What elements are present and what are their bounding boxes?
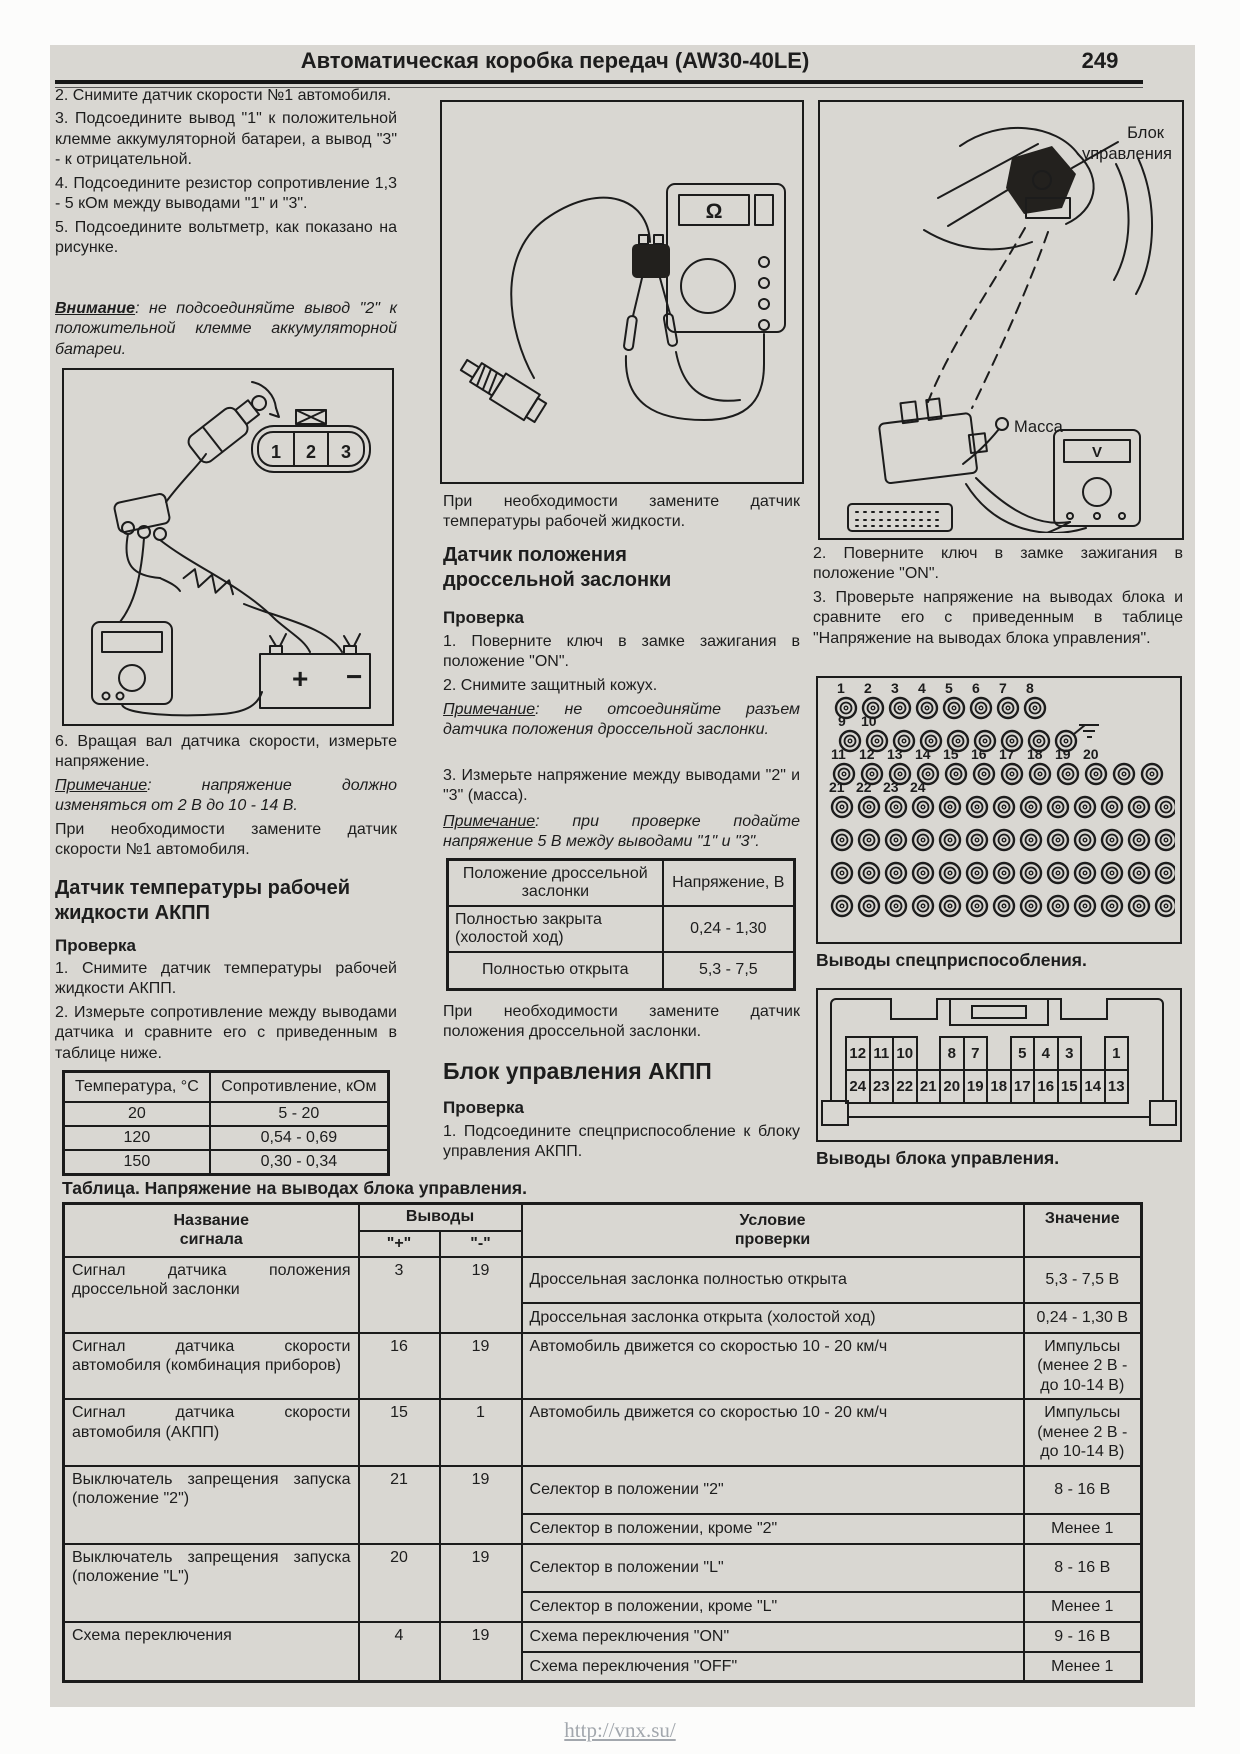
tps-steps-1-2: [443, 632, 800, 699]
voltmeter-label: V: [1091, 444, 1103, 461]
pin-label: 22: [856, 779, 872, 795]
table-row: [64, 1257, 1142, 1303]
tps-note-2: [443, 812, 800, 853]
throttle-position-value: Полностью открыта: [448, 952, 663, 990]
table-row: [64, 1333, 1142, 1400]
cell-pin-plus: 15: [359, 1399, 440, 1466]
temp-sensor-illustration: [442, 102, 797, 477]
table-row: [64, 1102, 389, 1126]
header-name-line1: Название: [173, 1211, 250, 1229]
pin-label: 10: [861, 713, 877, 729]
ohm-symbol: Ω: [705, 200, 723, 223]
ecu-connector-caption: Выводы блока управления.: [816, 1148, 1060, 1168]
step-2: 2. Снимите датчик скорости №1 автомобиля.: [55, 87, 392, 104]
ecu-pin: 15: [1057, 1069, 1083, 1104]
cell-value: 5,3 - 7,5 В: [1024, 1257, 1142, 1303]
ecu-step-1: [443, 1122, 800, 1166]
note-label: Примечание: [55, 777, 148, 794]
header-value: Значение: [1024, 1204, 1142, 1257]
cell-signal-name: Сигнал датчика положения дроссельной заслонки: [64, 1257, 359, 1333]
warning-text: : не подсоединяйте вывод "2" к положительной клемме аккумуляторной батареи.: [55, 300, 397, 358]
pin-label: 3: [891, 680, 899, 696]
col-voltage: Напряжение, В: [663, 860, 795, 906]
resistance-value: 0,54 - 0,69: [210, 1126, 389, 1150]
cell-pin-minus: 19: [440, 1466, 522, 1544]
cell-condition: Селектор в положении, кроме "L": [522, 1592, 1024, 1622]
check-label: Проверка: [55, 936, 137, 955]
cell-value: Менее 1: [1024, 1514, 1142, 1544]
control-unit-label-line2: управления: [1082, 145, 1172, 163]
cell-signal-name: Сигнал датчика скорости автомобиля (комбинация приборов): [64, 1333, 359, 1400]
ecu-pin: 1: [1104, 1036, 1130, 1071]
ecu-pin: 21: [916, 1069, 942, 1104]
note-text: : не отсоединяйте разъем датчика положения дроссельной заслонки.: [443, 701, 800, 739]
cell-pin-plus: 20: [359, 1544, 440, 1622]
check-label: Проверка: [443, 1098, 525, 1117]
cell-condition: Автомобиль движется со скоростью 10 - 20 км/ч: [522, 1399, 1024, 1466]
ecu-pin: 10: [892, 1036, 918, 1071]
col-resistance: Сопротивление, кОм: [210, 1072, 389, 1102]
cell-pin-minus: 1: [440, 1399, 522, 1466]
pin-label: 20: [1083, 746, 1099, 762]
connector-side-tab: [1149, 1100, 1177, 1126]
table-row: [64, 1622, 1142, 1652]
cell-value: Импульсы (менее 2 В - до 10-14 В): [1024, 1399, 1142, 1466]
replace-tps-text: При необходимости замените датчик положения дроссельной заслонки.: [443, 1003, 800, 1041]
replace-temp-sensor-text: При необходимости замените датчик температуры рабочей жидкости.: [443, 493, 800, 531]
cell-value: Менее 1: [1024, 1592, 1142, 1622]
step-4: 4. Подсоедините резистор сопротивление 1,3 - 5 кОм между выводами "1" и "3".: [55, 174, 397, 213]
cell-value: 8 - 16 В: [1024, 1466, 1142, 1514]
speed-sensor-illustration: [64, 370, 387, 719]
connector-notch: [1060, 998, 1108, 1020]
header-plus: "+": [359, 1231, 440, 1257]
ecu-pin: 22: [892, 1069, 918, 1104]
col-temperature: Температура, °С: [64, 1072, 210, 1102]
pinout-grid: [818, 678, 1175, 937]
left-step6: [55, 732, 397, 776]
page-title: Автоматическая коробка передач (AW30-40LE): [300, 48, 810, 73]
pin-1-label: 1: [270, 442, 282, 462]
ecu-pin: 3: [1057, 1036, 1083, 1071]
cell-condition: Схема переключения "ON": [522, 1622, 1024, 1652]
table-header-row: [448, 860, 795, 906]
pin-row-5: [832, 830, 1175, 850]
table-row: [448, 952, 795, 990]
ecu-pin: 5: [1010, 1036, 1036, 1071]
pin-label: 12: [859, 746, 875, 762]
step-5: 5. Подсоедините вольтметр, как показано на рисунке.: [55, 218, 397, 257]
temp-sensor-icon: [456, 352, 548, 425]
battery-minus-label: −: [346, 661, 363, 692]
footer-url: http://vnx.su/: [564, 1718, 676, 1742]
cell-condition: Селектор в положении, кроме "2": [522, 1514, 1024, 1544]
right-step-3: 3. Проверьте напряжение на выводах блока и сравните его с приведенным в таблице "Напряжение на выводах блока управления".: [813, 588, 1183, 647]
warning-note: [55, 299, 397, 360]
header-pins: Выводы: [359, 1204, 522, 1231]
pin-label: 13: [887, 746, 903, 762]
pin-label: 21: [829, 779, 845, 795]
ecu-connector-diagram: [816, 988, 1182, 1142]
pin-label: 9: [838, 713, 846, 729]
header-condition: [522, 1204, 1024, 1257]
page-number: 249: [1081, 48, 1119, 73]
section-title-temp-sensor: Датчик температуры рабочей жидкости АКПП: [55, 877, 351, 925]
cell-pin-minus: 19: [440, 1257, 522, 1333]
cell-pin-plus: 4: [359, 1622, 440, 1682]
note-text: : при проверке подайте напряжение 5 В между выводами "1" и "3".: [443, 813, 800, 851]
tps-step-3: [443, 766, 800, 810]
harness-dashed-cables: [928, 228, 1048, 408]
replace-tps-note: [443, 1002, 800, 1046]
meter-wires: [944, 478, 1086, 533]
table-row: [448, 906, 795, 952]
pin-label: 7: [999, 680, 1007, 696]
connector-face-view: [252, 410, 370, 472]
rotation-arrow-icon: [252, 382, 276, 408]
cell-value: Менее 1: [1024, 1652, 1142, 1682]
ground-loop-icon: [996, 418, 1008, 430]
replace-note: При необходимости замените датчик скорости №1 автомобиля.: [55, 821, 397, 859]
cell-signal-name: Выключатель запрещения запуска (положение "2"): [64, 1466, 359, 1544]
voltage-value: 5,3 - 7,5: [663, 952, 795, 990]
pin-2-label: 2: [305, 442, 317, 462]
section-title-ecu: Блок управления АКПП: [443, 1058, 712, 1084]
pin-label: 17: [999, 746, 1015, 762]
header-name-line2: сигнала: [179, 1231, 243, 1249]
table-row: [64, 1466, 1142, 1514]
pin-label: 6: [972, 680, 980, 696]
table-row: [64, 1150, 389, 1175]
connector-latch-tab: [949, 998, 1049, 1026]
table-header-row: [64, 1072, 389, 1102]
control-unit-label-line1: Блок: [1127, 124, 1164, 142]
cell-condition: Автомобиль движется со скоростью 10 - 20 км/ч: [522, 1333, 1024, 1400]
speed-sensor-icon: [185, 386, 274, 465]
cell-condition: Дроссельная заслонка открыта (холостой ход): [522, 1303, 1024, 1333]
cell-condition: Селектор в положении "L": [522, 1544, 1024, 1592]
replace-temp-sensor-note: [443, 492, 800, 536]
ecu-pin: 13: [1104, 1069, 1130, 1104]
voltmeter-icon: [92, 622, 172, 704]
battery-icon: [260, 634, 370, 708]
table-row: [64, 1399, 1142, 1466]
ecu-pin: 19: [963, 1069, 989, 1104]
temp-value: 20: [64, 1102, 210, 1126]
table-row: [64, 1126, 389, 1150]
ecu-pin: 11: [869, 1036, 895, 1071]
resistance-value: 5 - 20: [210, 1102, 389, 1126]
cell-value: 9 - 16 В: [1024, 1622, 1142, 1652]
left-check-steps: [55, 959, 397, 1067]
ecu-step-1-text: 1. Подсоедините спецприспособление к блоку управления АКПП.: [443, 1123, 800, 1161]
left-note: [55, 776, 397, 817]
table-row: [64, 1544, 1142, 1592]
section-title-tps: Датчик положения дроссельной заслонки: [443, 544, 672, 592]
note-label: Примечание: [443, 701, 536, 718]
temp-value: 120: [64, 1126, 210, 1150]
pin-label: 18: [1027, 746, 1043, 762]
test-wires: [120, 534, 342, 715]
throttle-voltage-table: [446, 858, 796, 991]
ecu-pin: 16: [1033, 1069, 1059, 1104]
pin-label: 14: [915, 746, 931, 762]
special-tool-caption: Выводы спецприспособления.: [816, 950, 1087, 970]
wire-plug-icon: [113, 454, 206, 540]
ecu-pin: 23: [869, 1069, 895, 1104]
ecu-pin-row-top: [845, 1036, 1129, 1071]
header-row-1: [64, 1204, 1142, 1231]
cell-signal-name: Сигнал датчика скорости автомобиля (АКПП): [64, 1399, 359, 1466]
header-condition-line2: проверки: [734, 1231, 811, 1249]
ecu-pin-blank: [916, 1036, 942, 1071]
pin-label: 19: [1055, 746, 1071, 762]
header-name: [64, 1204, 359, 1257]
tps-step-3-text: 3. Измерьте напряжение между выводами "2" и "3" (масса).: [443, 767, 800, 805]
note-label: Примечание: [443, 813, 536, 830]
pin-label: 23: [883, 779, 899, 795]
cell-signal-name: Схема переключения: [64, 1622, 359, 1682]
pin-row-7: [832, 896, 1175, 916]
pin-label: 2: [864, 680, 872, 696]
ecu-pin: 20: [939, 1069, 965, 1104]
throttle-position-value: Полностью закрыта (холостой ход): [448, 906, 663, 952]
temp-value: 150: [64, 1150, 210, 1175]
cell-value: 8 - 16 В: [1024, 1544, 1142, 1592]
ecu-pin: 14: [1080, 1069, 1106, 1104]
temp-resistance-table: [62, 1070, 390, 1176]
pin-label: 5: [945, 680, 953, 696]
right-step-2: 2. Поверните ключ в замке зажигания в положение "ON".: [813, 545, 1183, 583]
speed-sensor-diagram: [62, 368, 394, 726]
ecu-pin: 7: [963, 1036, 989, 1071]
step-6: 6. Вращая вал датчика скорости, измерьте напряжение.: [55, 733, 397, 771]
test-probes: [624, 278, 678, 351]
pin-row-3: [831, 746, 1162, 784]
cell-condition: Дроссельная заслонка полностью открыта: [522, 1257, 1024, 1303]
pin-label: 8: [1026, 680, 1034, 696]
rotation-arrowhead: [270, 408, 279, 417]
cell-pin-minus: 19: [440, 1333, 522, 1400]
col-throttle-position: Положение дроссельной заслонки: [448, 860, 663, 906]
connector-notch: [890, 998, 938, 1020]
header-condition-line1: Условие: [739, 1211, 806, 1229]
header-minus: "-": [440, 1231, 522, 1257]
temp-sensor-diagram: [440, 100, 804, 484]
special-tool-pinout: [816, 676, 1182, 944]
tps-note-1: [443, 700, 800, 741]
cell-pin-plus: 16: [359, 1333, 440, 1400]
resistance-value: 0,30 - 0,34: [210, 1150, 389, 1175]
ecu-pin: 17: [1010, 1069, 1036, 1104]
warning-label: Внимание: [55, 300, 136, 317]
voltage-table: [62, 1202, 1143, 1683]
pin-label: 4: [918, 680, 926, 696]
ecu-pin-blank: [986, 1036, 1012, 1071]
ohmmeter-icon: [667, 184, 785, 332]
pin-label: 11: [831, 746, 846, 762]
ground-label: Масса: [1014, 418, 1063, 436]
check-step-1: 1. Снимите датчик температуры рабочей жидкости АКПП.: [55, 960, 397, 998]
ecu-pin-cells: [845, 1036, 1129, 1104]
pin-row-6: [832, 863, 1175, 883]
pin-label: 24: [910, 779, 926, 795]
right-steps: [813, 544, 1183, 652]
check-label: Проверка: [443, 608, 525, 627]
cell-pin-minus: 19: [440, 1544, 522, 1622]
note-text: : напряжение должно изменяться от 2 В до 10 - 14 В.: [55, 777, 397, 815]
latch-slot: [971, 1005, 1027, 1019]
voltmeter-icon: [1054, 430, 1140, 526]
voltage-value: 0,24 - 1,30: [663, 906, 795, 952]
control-unit-illustration: [820, 102, 1177, 533]
cell-pin-plus: 3: [359, 1257, 440, 1333]
ecu-pin: 4: [1033, 1036, 1059, 1071]
tps-step-2: 2. Снимите защитный кожух.: [443, 676, 658, 694]
ecu-pin-blank: [1080, 1036, 1106, 1071]
pin-3-label: 3: [340, 442, 352, 462]
ecu-pin: 24: [845, 1069, 871, 1104]
cell-value: 0,24 - 1,30 В: [1024, 1303, 1142, 1333]
cell-condition: Селектор в положении "2": [522, 1466, 1024, 1514]
perforated-connector-icon: [848, 504, 952, 531]
voltage-table-title: Таблица. Напряжение на выводах блока управления.: [62, 1178, 527, 1198]
control-unit-diagram: [818, 100, 1184, 540]
pin-label: 16: [971, 746, 987, 762]
sensor-connector-icon: [632, 235, 670, 278]
battery-plus-label: +: [292, 663, 309, 694]
cell-pin-minus: 19: [440, 1622, 522, 1682]
step-3: 3. Подсоедините вывод "1" к положительной клемме аккумуляторной батареи, а вывод "3" - к отрицательной.: [55, 110, 397, 169]
cell-signal-name: Выключатель запрещения запуска (положение "L"): [64, 1544, 359, 1622]
probe-wires: [626, 334, 764, 420]
pin-label: 1: [837, 680, 845, 696]
ecu-pin: 18: [986, 1069, 1012, 1104]
ground-symbol-icon: [1074, 725, 1099, 737]
cell-value: Импульсы (менее 2 В - до 10-14 В): [1024, 1333, 1142, 1400]
check-step-2: 2. Измерьте сопротивление между выводами датчика и сравните его с приведенным в таблице ниже.: [55, 1003, 397, 1062]
cell-pin-plus: 21: [359, 1466, 440, 1544]
tps-step-1: 1. Поверните ключ в замке зажигания в положение "ON".: [443, 633, 800, 671]
header-rule: [55, 80, 1143, 84]
left-steps: [55, 86, 397, 262]
left-replace-note: [55, 820, 397, 864]
ecu-pin: 8: [939, 1036, 965, 1071]
cell-condition: Схема переключения "OFF": [522, 1652, 1024, 1682]
pin-label: 15: [943, 746, 959, 762]
ecu-pin-row-bottom: [845, 1069, 1129, 1104]
ecu-pin: 12: [845, 1036, 871, 1071]
